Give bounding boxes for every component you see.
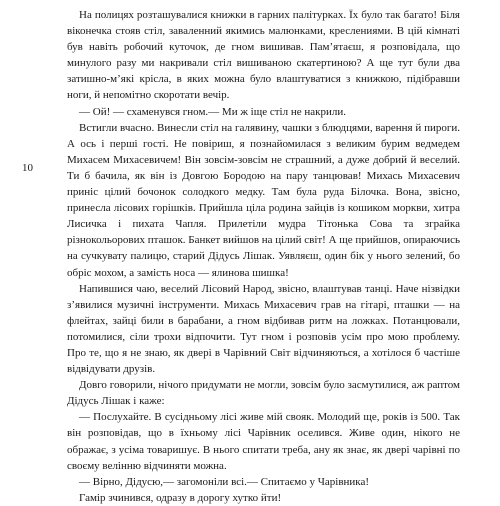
paragraph: — Вірно, Дідусю,— загомоніли всі.— Спитаємо у Чарівника! xyxy=(79,475,370,488)
paragraph: Довго говорили, нічого придумати не могли, зовсім було засмутилися, аж раптом Дідусь Лішак і каже: xyxy=(67,379,460,408)
paragraph: На полицях розташувалися книжки в гарних палітурках. Їх було так багато! Біля віконечка стояв стіл, заваленний якимись малюнками, креслениями. В цій кімнаті був навіть робочий куточок, де гном вишивав. Пам’ятаєш, я розповідала, що минулого разу ми накривали стіл вишиваною скатертиною? А ще тут були два затишно-м’які крісла, в яких можна було влаштуватися з книжкою, підібравши ноги, й непомітно скоротати вечір. xyxy=(67,9,460,102)
paragraph: Встигли вчасно. Винесли стіл на галявину, чашки з блюдцями, варення й пироги. А ось і перші гості. Не повіриш, я познайомилася з великим бурим ведмедем Михасем Михасевичем! Він зовсім-зовсім не страшний, а дуже добрий й веселий. Ти б бачила, як він із Довгою Бородою на пару танцював! Михась Михасевич приніс цілий бочонок солодкого медку. Там була руда Білочка. Вона, звісно, принесла лісових горішків. Прийшла ціла родина зайців із кошиком моркви, хитра Лисичка і пихата Чапля. Прилетіли мудра Тітонька Сова та зграйка різнокольорових пташок. Банкет вийшов на цілий світ! А ще прийшов, опираючись на сучкувату палицю, старий Дідусь Лішак. Уявляєш, один бік у нього зелений, бо обріс мохом, а замість носа — ялинова шишка! xyxy=(67,121,460,279)
page-number: 10 xyxy=(22,162,33,174)
paragraph: — Послухайте. В сусідньому лісі живе мій свояк. Молодий ще, років із 500. Так він розповідав, що в їхньому лісі Чарівник оселився. Живе один, нікого не ображає, з усіма товаришує. В нього спитати треба, ану як знає, як двері чарівні по своєму велінню відчиняти можна. xyxy=(67,411,460,472)
paragraph: — Ой! — схаменувся гном.— Ми ж іще стіл не накрили. xyxy=(79,105,346,118)
page-text xyxy=(67,7,460,506)
paragraph: Гамір зчинився, одразу в дорогу хутко йти! xyxy=(79,491,282,504)
paragraph: Напившися чаю, веселий Лісовий Народ, звісно, влаштував танці. Наче нізвідки з’явилися музичні інструменти. Михась Михасевич грав на гітарі, пташки — на флейтах, зайці били в барабани, а гном відбивав ритм на ложках. Потанцювали, потомилися, сіли трохи відпочити. Тут гном і розповів усім про мою проблему. Про те, що я не знаю, як двері в Чарівний Світ відчиняються, а хотілося б частіше відвідувати друзів. xyxy=(67,282,460,376)
